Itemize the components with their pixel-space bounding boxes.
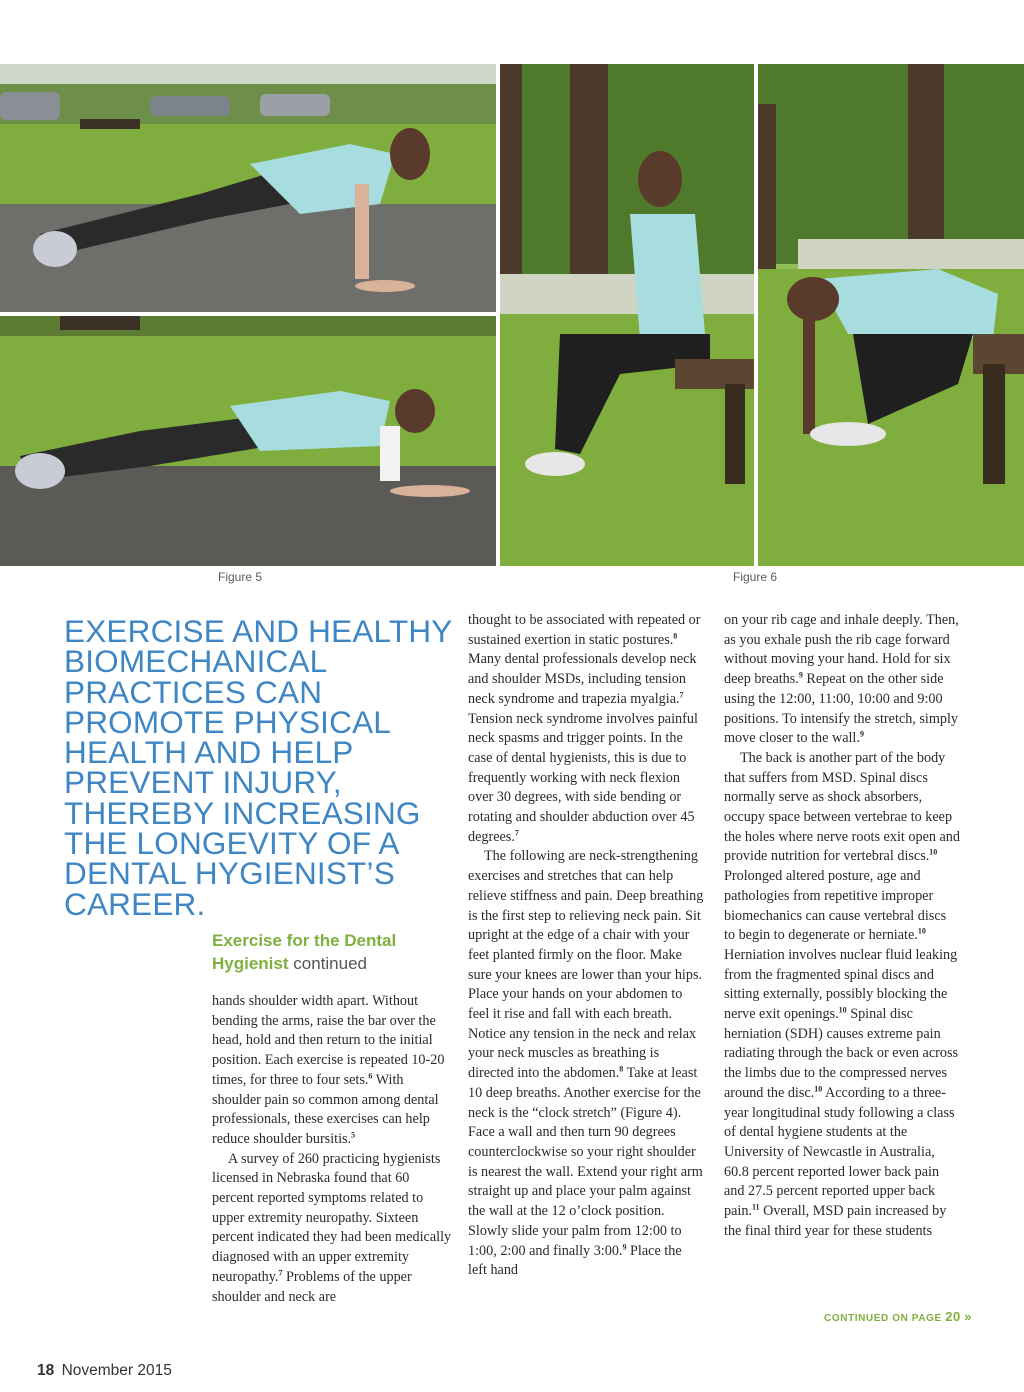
footnote-ref: 10 (814, 1084, 823, 1094)
col3-paragraph-2 (724, 749, 960, 1242)
col2-p2-text-c: Place the left hand (468, 1242, 682, 1279)
body-column-2 (468, 611, 704, 1281)
section-heading-line1: Exercise for the Dental (212, 931, 397, 950)
footnote-ref: 9 (859, 729, 864, 739)
col2-p1-text-c: Tension neck syndrome involves painful neck spasms and trigger points. In the case of dental hygienists, this is due to frequently working with neck flexion over 30 degrees, with side bending or rotating and shoulder abduction over 45 degrees. (468, 710, 698, 845)
continued-on-page-number: 20 (945, 1309, 961, 1324)
figure-5-photo-plank-bottom (0, 316, 496, 566)
col1-p2-text-b: Problems of the upper shoulder and neck are (212, 1268, 412, 1305)
col1-p1-text-b: With shoulder pain so common among dental professionals, these exercises can help reduce shoulder bursitis. (212, 1071, 439, 1147)
col1-paragraph-2 (212, 1150, 452, 1308)
figure-5-caption: Figure 5 (218, 570, 263, 584)
pull-quote: EXERCISE AND HEALTHY BIOMECHANICAL PRACTICES CAN PROMOTE PHYSICAL HEALTH AND HELP PREVENT INJURY, THEREBY INCREASING THE LONGEVITY OF A DENTAL HYGIENIST’S CAREER. (64, 613, 452, 922)
footnote-ref: 6 (368, 1071, 373, 1081)
col3-p1-text: on your rib cage and inhale deeply. Then, as you exhale push the rib cage forward without moving your hand. Hold for six deep breaths. (724, 612, 959, 688)
col2-p1-text-b: Many dental professionals develop neck and shoulder MSDs, including tension neck syndrome and trapezia myalgia. (468, 651, 697, 707)
col1-p1-text: hands shoulder width apart. Without bending the arms, raise the bar over the head, hold and then return to the initial position. Each exercise is repeated 10-20 times, for three to four sets. (212, 993, 445, 1088)
col2-p1-text: thought to be associated with repeated or sustained exertion in static postures. (468, 612, 701, 648)
footnote-ref: 10 (929, 847, 938, 857)
figure-6-photo-seated-upright (500, 64, 754, 566)
section-heading (212, 929, 452, 975)
footnote-ref: 10 (917, 926, 926, 936)
footnote-ref: 10 (838, 1005, 847, 1015)
col3-p2-text-c: Herniation involves nuclear fluid leaking from the fragmented spinal discs and sitting externally, possibly blocking the nerve exit openings. (724, 946, 958, 1023)
continued-on-page-link[interactable] (824, 1309, 972, 1324)
body-column-1 (212, 992, 452, 1307)
figure-6-caption: Figure 6 (733, 570, 778, 584)
col3-p1-text-b: Repeat on the other side using the 12:00, 11:00, 10:00 and 9:00 positions. To intensify the stretch, simply move closer to the wall. (724, 671, 959, 747)
body-column-3 (724, 611, 960, 1242)
footnote-ref: 7 (514, 828, 519, 837)
section-heading-line2: Hygienist (212, 954, 289, 973)
footnote-ref: 9 (798, 670, 803, 680)
col2-paragraph-2 (468, 847, 704, 1280)
footnote-ref: 8 (673, 630, 678, 640)
double-chevron-right-icon: » (964, 1309, 973, 1324)
footnote-ref: 11 (751, 1202, 760, 1212)
page-folio (37, 1362, 172, 1380)
figure-5-photo-plank-top (0, 64, 496, 312)
footnote-ref: 8 (619, 1064, 624, 1074)
col3-p2-text-b: Prolonged altered posture, age and pathologies from repetitive improper biomechanics can cause vertebral discs to begin to degenerate or herniate. (724, 868, 947, 944)
continued-on-label: CONTINUED ON PAGE (824, 1313, 942, 1324)
col2-p2-text-b: Take at least 10 deep breaths. Another exercise for the neck is the “clock stretch” (Figure 4). Face a wall and then turn 90 degrees counterclockwise so your right shoulder is nearest the wall. Extend your right arm straight up and place your palm against the wall at the 12 o’clock position. Slowly slide your palm from 12:00 to 1:00, 2:00 and finally 3:00. (468, 1065, 703, 1259)
col3-paragraph-1 (724, 611, 960, 749)
page-number: 18 (37, 1362, 55, 1379)
footnote-ref: 5 (351, 1130, 356, 1140)
col2-p2-text: The following are neck-strengthening exercises and stretches that can help relieve stiffness and pain. Deep breathing is the first step to relieving neck pain. Sit upright at the edge of a chair with your feet planted firmly on the floor. Make sure your knees are lower than your hips. Place your hands on your abdomen to feel it rise and fall with each breath. Notice any tension in the neck and relax your neck muscles as breathing is directed into the abdomen. (468, 848, 704, 1082)
section-continued-label: continued (293, 954, 367, 973)
issue-date: November 2015 (61, 1362, 172, 1379)
col1-p2-text: A survey of 260 practicing hygienists licensed in Nebraska found that 60 percent reported symptoms related to upper extremity neuropathy. Sixteen percent indicated they had been medically diagnosed with an upper extremity neuropathy. (212, 1150, 452, 1285)
footnote-ref: 7 (278, 1268, 283, 1278)
footnote-ref: 7 (679, 690, 684, 700)
col3-p2-text-f: Overall, MSD pain increased by the final third year for these students (724, 1203, 947, 1239)
figure-6-photo-seated-bend (758, 64, 1024, 566)
col1-paragraph-1 (212, 992, 452, 1150)
footnote-ref: 9 (622, 1241, 627, 1251)
col3-p2-text-e: According to a three-year longitudinal study following a class of dental hygiene students at the University of Newcastle in Australia, 60.8 percent reported lower back pain and 27.5 percent reported upper back pain. (724, 1084, 955, 1220)
col3-p2-text: The back is another part of the body that suffers from MSD. Spinal discs normally serve as shock absorbers, occupy space between vertebrae to keep the holes where nerve roots exit open and provide nutrition for vertebral discs. (724, 749, 960, 865)
col2-paragraph-1 (468, 611, 704, 847)
col3-p2-text-d: Spinal disc herniation (SDH) causes extreme pain radiating through the back or even across the limbs due to the compressed nerves around the disc. (724, 1006, 959, 1101)
